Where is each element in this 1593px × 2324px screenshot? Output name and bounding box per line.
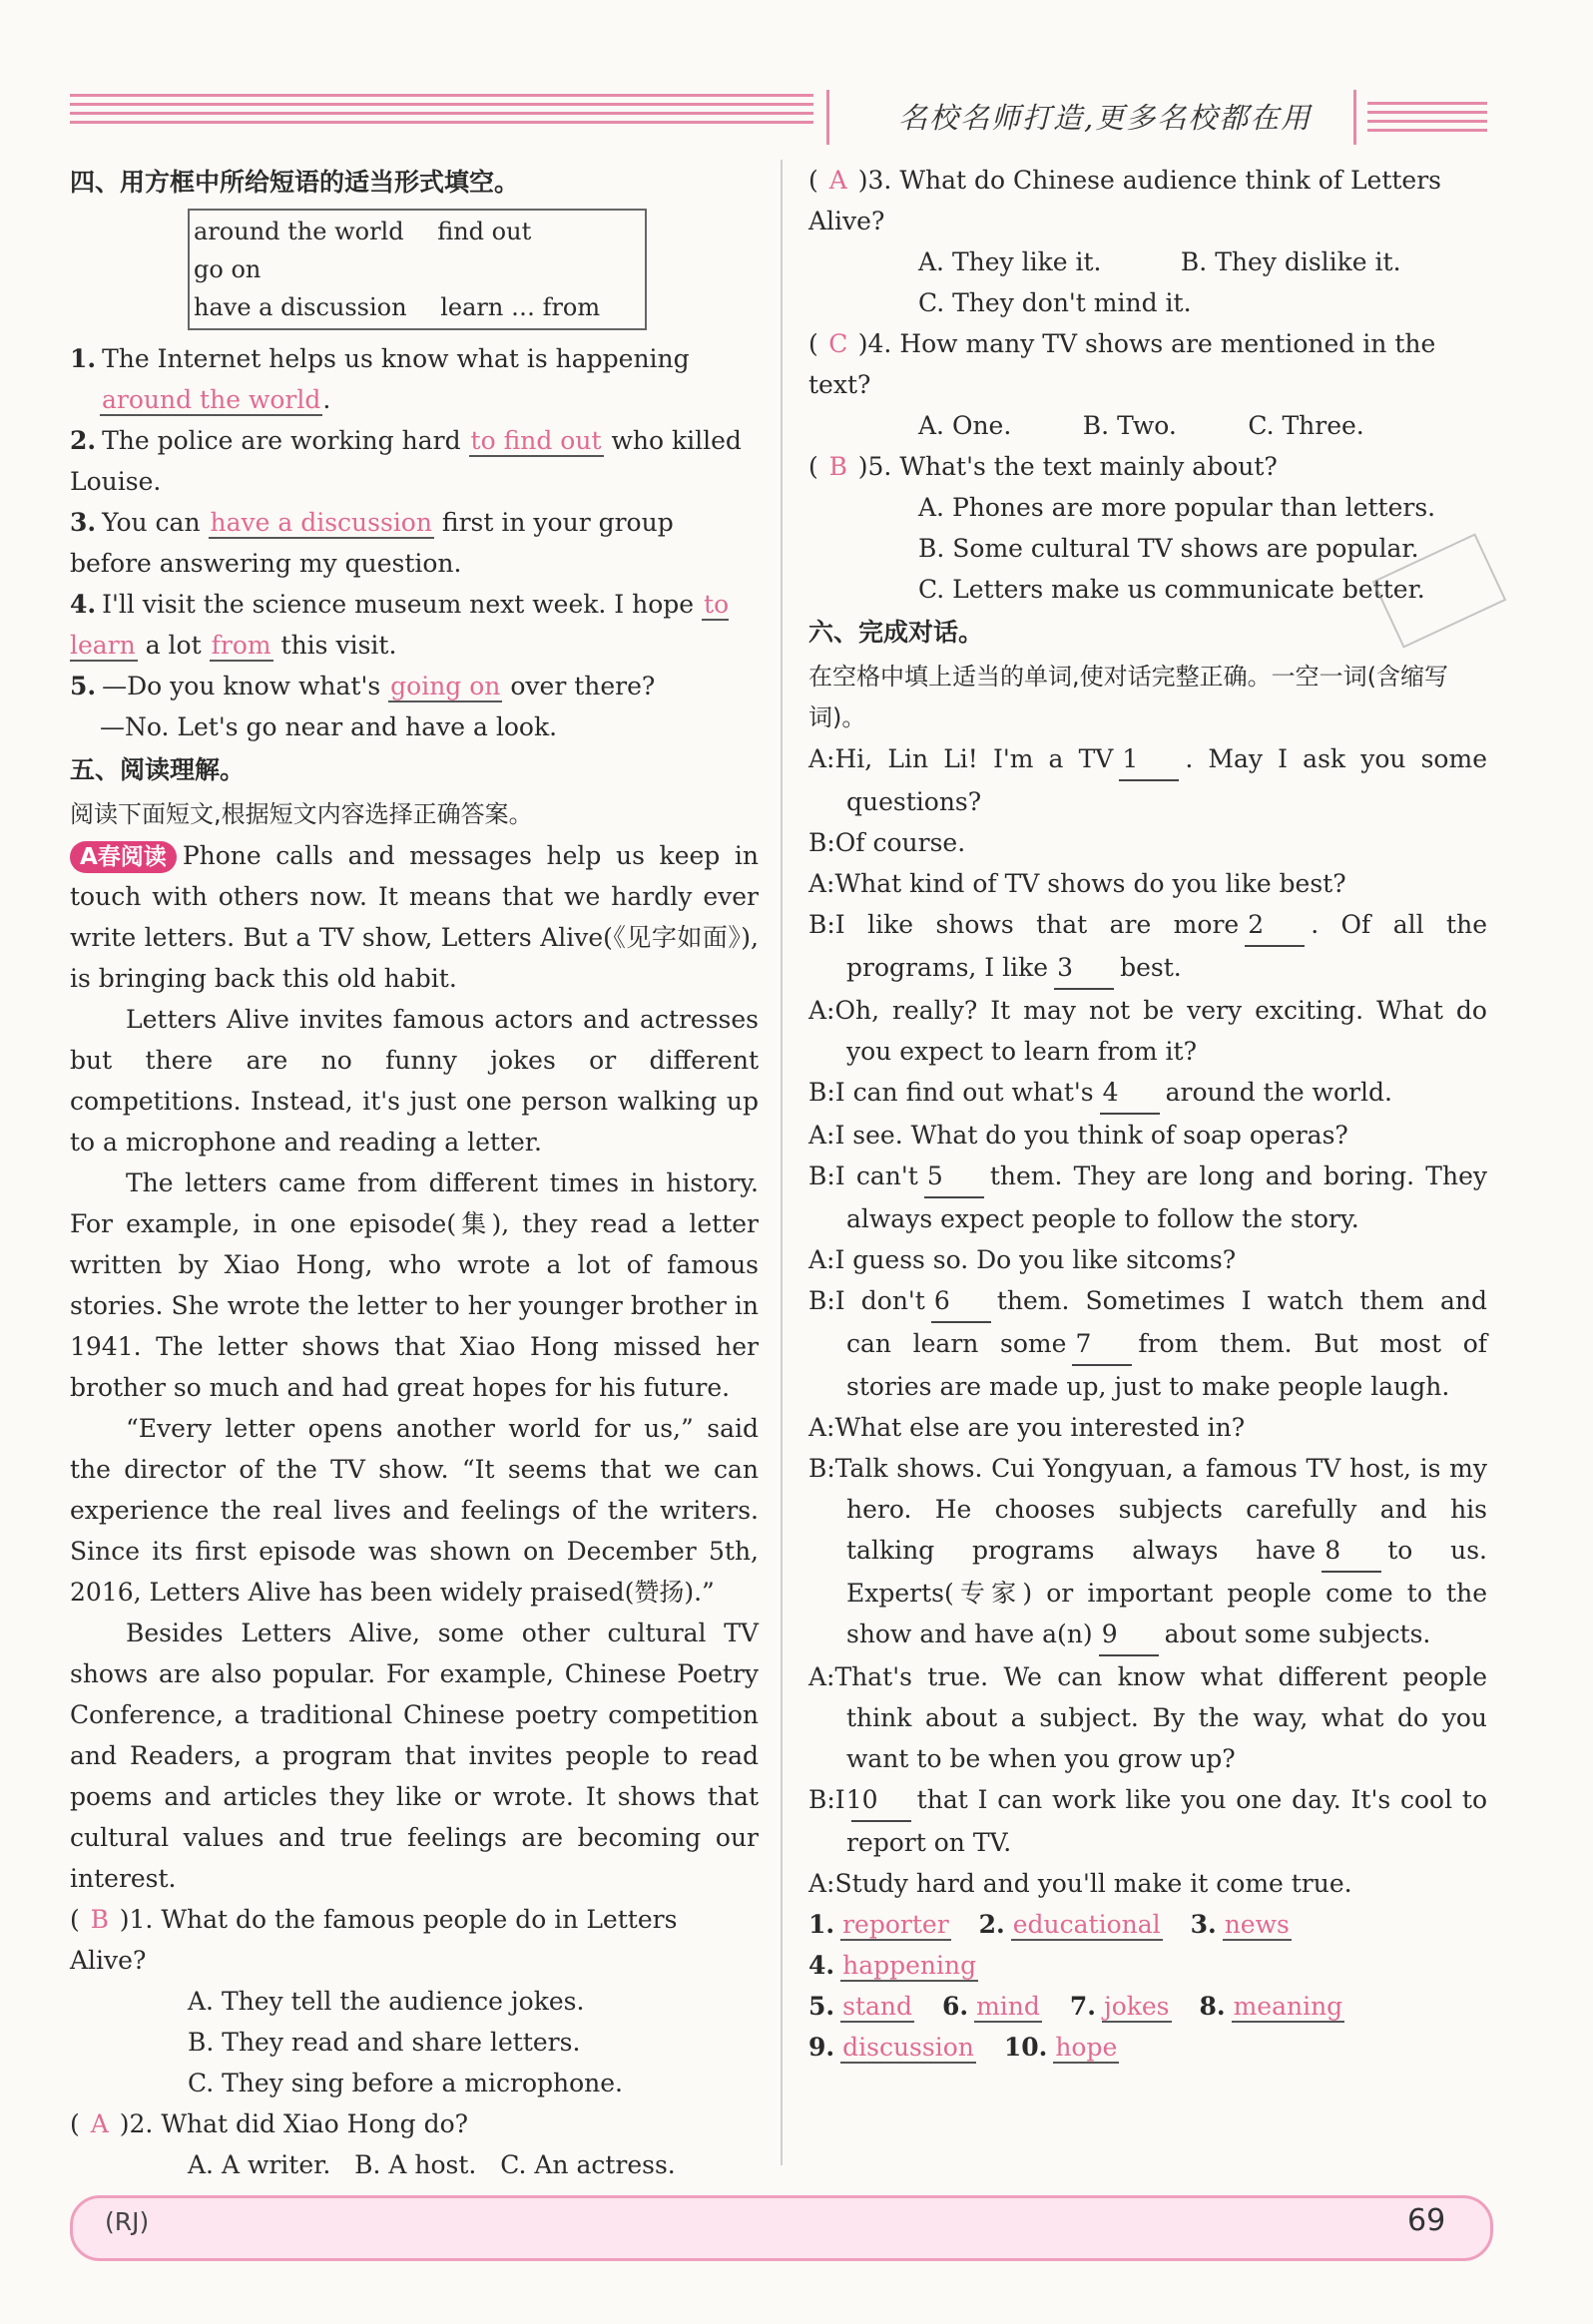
phrase: learn … from (440, 293, 601, 321)
dialogue-line: A:What else are you interested in? (808, 1413, 1246, 1442)
answer-text: jokes (1103, 1992, 1170, 2021)
phrase: go on (194, 255, 262, 283)
dialogue-line: B:I like shows that are more 2 . Of all the programs, I like 3 best. (808, 904, 1487, 990)
answer-text: from (211, 631, 271, 660)
answer-letter: B (828, 452, 847, 481)
fill-question-1: 1. The Internet helps us know what is happening around the world. (70, 344, 690, 414)
dialogue-line: A:Hi, Lin Li! I'm a TV 1 . May I ask you some questions? (808, 738, 1487, 822)
phrase: find out (437, 218, 532, 245)
answer-letter: A (90, 2109, 109, 2138)
answer-key: 1. reporter 2. educational 3. news 4. happening 5. stand 6. mind 7. jokes 8. meaning 9. discussion 10. hope (808, 1910, 1343, 2062)
blank: 6 (931, 1280, 991, 1323)
dialogue-line: A:I see. What do you think of soap operas? (808, 1121, 1348, 1150)
dialogue-line: B:Talk shows. Cui Yongyuan, a famous TV host, is my hero. He chooses subjects carefully and his talking programs always have 8 to us. Experts(专家) or important people come to the show and have a(n) 9 about some subjects. (808, 1448, 1487, 1656)
mc-question-2: ( A )2. What did Xiao Hong do? A. A writer. B. A host. C. An actress. (70, 2103, 759, 2185)
dialogue-line: A:Oh, really? It may not be very exciting. What do you expect to learn from it? (808, 996, 1487, 1066)
answer-text: to learn (70, 590, 730, 660)
column-divider (781, 160, 783, 2165)
fill-question-5: 5. —Do you know what's going on over there? —No. Let's go near and have a look. (70, 672, 656, 741)
blank: 4 (1100, 1072, 1160, 1115)
left-column (70, 160, 759, 2185)
section6-title: 六、完成对话。 (808, 618, 984, 647)
dialogue-line: A:That's true. We can know what different people think about a subject. By the way, what do you want to be when you grow up? (808, 1662, 1487, 1773)
mc-question-1: ( B )1. What do the famous people do in Letters Alive? A. They tell the audience jokes. B. They read and share letters. C. They sing before a microphone. (70, 1899, 759, 2103)
header-divider (1353, 90, 1356, 145)
answer-text: hope (1055, 2033, 1118, 2062)
section5-title: 五、阅读理解。 (70, 755, 246, 784)
answer-text: have a discussion (210, 508, 432, 537)
answer-text: around the world (102, 385, 321, 414)
blank: 5 (924, 1156, 984, 1198)
dialogue-line: A:Study hard and you'll make it come true. (808, 1869, 1352, 1898)
blank: 1 (1119, 738, 1179, 781)
footer-edition-tag: (RJ) (105, 2207, 150, 2236)
answer-text: stand (842, 1992, 912, 2021)
fill-question-3: 3. You can have a discussion first in your group before answering my question. (70, 508, 674, 578)
dialogue-line: B:I can't 5 them. They are long and boring. They always expect people to follow the story. (808, 1156, 1487, 1239)
passage-paragraph: Letters Alive invites famous actors and actresses but there are no funny jokes or different competitions. Instead, it's just one person walking up to a microphone and reading a letter. (70, 1005, 759, 1157)
answer-letter: C (828, 329, 848, 358)
answer-text: mind (976, 1992, 1040, 2021)
blank: 9 (1099, 1614, 1159, 1656)
dialogue-line: B:Of course. (808, 828, 966, 857)
fill-question-2: 2. The police are working hard to find out who killed Louise. (70, 426, 742, 496)
blank: 7 (1072, 1323, 1132, 1366)
page-number: 69 (1407, 2203, 1446, 2238)
header-rule-right (1367, 102, 1487, 142)
answer-text: discussion (842, 2033, 974, 2062)
section6-instructions: 在空格中填上适当的单词,使对话完整正确。一空一词(含缩写词)。 (808, 663, 1448, 731)
mc-question-4: ( C )4. How many TV shows are mentioned in the text? A. One. B. Two. C. Three. (808, 323, 1487, 446)
section5-instructions: 阅读下面短文,根据短文内容选择正确答案。 (70, 800, 533, 828)
answer-letter: B (90, 1905, 109, 1934)
dialogue-line: A:I guess so. Do you like sitcoms? (808, 1245, 1237, 1274)
answer-text: news (1224, 1910, 1290, 1939)
section4-title: 四、用方框中所给短语的适当形式填空。 (70, 168, 520, 197)
mc-question-3: ( A )3. What do Chinese audience think of Letters Alive? A. They like it. B. They dislike it. C. They don't mind it. (808, 160, 1487, 323)
answer-text: happening (842, 1951, 977, 1980)
header-rule-left (70, 94, 813, 136)
answer-text: to find out (470, 426, 602, 455)
passage-paragraph: The letters came from different times in history. For example, in one episode(集), they read a letter written by Xiao Hong, who wrote a lot of famous stories. She wrote the letter to her younger brother in 1941. The letter shows that Xiao Hong missed her brother so much and had great hopes for his future. (70, 1168, 759, 1402)
phrase-box (188, 209, 647, 330)
passage-paragraph: A春阅读 Phone calls and messages help us keep in touch with others now. It means that we hardly ever write letters. But a TV show, Letters Alive(《见字如面》), is bringing back this old habit. (70, 841, 759, 993)
phrase: around the world (194, 218, 404, 245)
answer-text: educational (1012, 1910, 1161, 1939)
right-column (808, 160, 1487, 2068)
dialogue (808, 738, 1487, 1904)
header-slogan: 名校名师打造,更多名校都在用 (898, 101, 1313, 135)
answer-text: going on (390, 672, 501, 700)
blank: 2 (1245, 904, 1305, 947)
mc-question-5: ( B )5. What's the text mainly about? A. Phones are more popular than letters. B. Some cultural TV shows are popular. C. Letters make us communicate better. (808, 446, 1487, 610)
fill-question-4: 4. I'll visit the science museum next week. I hope to learn a lot from this visit. (70, 590, 730, 660)
answer-text: reporter (842, 1910, 949, 1939)
blank: 10 (851, 1779, 911, 1822)
dialogue-line: B:I10 that I can work like you one day. It's cool to report on TV. (808, 1779, 1487, 1863)
dialogue-line: A:What kind of TV shows do you like best? (808, 869, 1346, 898)
answer-text: meaning (1233, 1992, 1343, 2021)
blank: 3 (1054, 947, 1114, 990)
passage-paragraph: Besides Letters Alive, some other cultural TV shows are also popular. For example, Chinese Poetry Conference, a traditional Chinese poetry competition and Readers, a program that invites people to read poems and articles they like or wrote. It shows that cultural values and true feelings are becoming our interest. (70, 1619, 759, 1893)
blank: 8 (1322, 1530, 1381, 1573)
footer-bar (70, 2195, 1493, 2261)
passage-paragraph: “Every letter opens another world for us,” said the director of the TV show. “It seems that we can experience the real lives and feelings of the writers. Since its first episode was shown on December 5th, 2016, Letters Alive has been widely praised(赞扬).” (70, 1414, 759, 1607)
reading-badge: A春阅读 (70, 841, 177, 873)
dialogue-line: B:I don't 6 them. Sometimes I watch them and can learn some 7 from them. But most of stories are made up, just to make people laugh. (808, 1280, 1487, 1407)
phrase: have a discussion (194, 293, 407, 321)
dialogue-line: B:I can find out what's 4 around the world. (808, 1072, 1487, 1115)
header-divider (826, 90, 829, 145)
answer-letter: A (828, 166, 847, 195)
